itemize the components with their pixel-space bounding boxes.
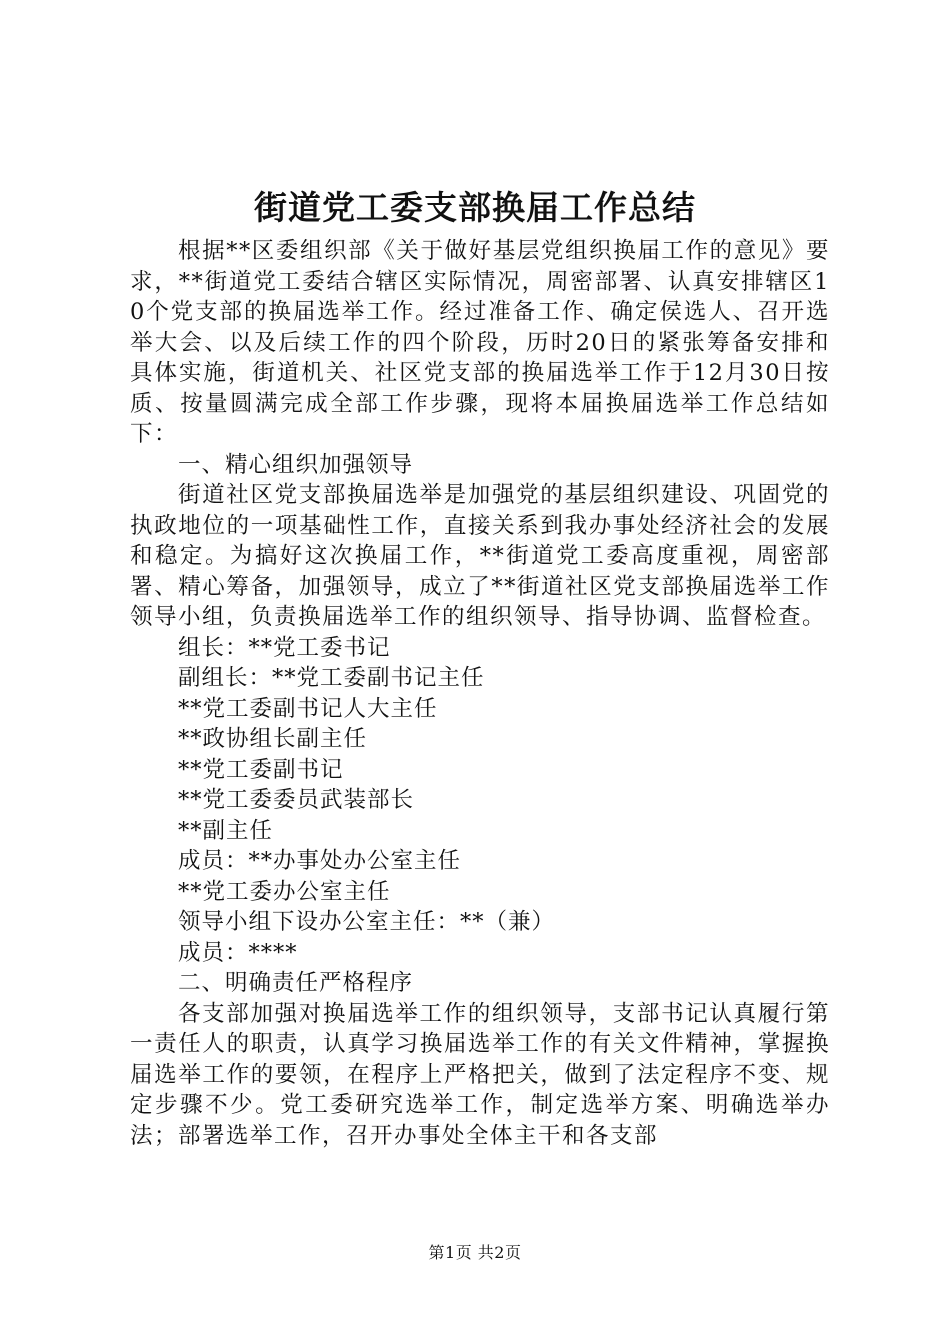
deputy-leader-line: 副组长：**党工委副书记主任 (178, 665, 485, 691)
member-line: **副主任 (178, 817, 274, 844)
document-title: 街道党工委支部换届工作总结 (254, 188, 696, 227)
member-line: **党工委副书记人大主任 (178, 695, 438, 722)
page-footer: 第1页 共2页 (428, 1243, 522, 1262)
member-line: **党工委委员武装部长 (178, 787, 415, 813)
members-line: 成员：**办事处办公室主任 (178, 848, 462, 874)
section-2-paragraph: 各支部加强对换届选举工作的组织领导，支部书记认真履行第一责任人的职责，认真学习换届选举工作的有关文件精神，掌握换届选举工作的要领，在程序上严格把关，做到了法定程序不变、规定步骤不少。党工委研究选举工作，制定选举方案、明确选举办法；部署选举工作，召开办事处全体主干和各支部 (130, 1000, 830, 1149)
member-line: **党工委副书记 (178, 756, 344, 783)
section-heading-2: 二、明确责任严格程序 (178, 970, 414, 996)
document-body (130, 236, 830, 1151)
section-1-paragraph: 街道社区党支部换届选举是加强党的基层组织建设、巩固党的执政地位的一项基础性工作，直接关系到我办事处经济社会的发展和稳定。为搞好这次换届工作，**街道党工委高度重视，周密部署、精心筹备，加强领导，成立了**街道社区党支部换届选举工作领导小组，负责换届选举工作的组织领导、指导协调、监督检查。 (130, 482, 830, 630)
office-members-line: 成员：**** (178, 939, 298, 966)
leader-line: 组长：**党工委书记 (178, 634, 391, 661)
office-director-line: 领导小组下设办公室主任：**（兼） (178, 909, 556, 935)
member-line: **党工委办公室主任 (178, 878, 391, 905)
intro-paragraph: 根据**区委组织部《关于做好基层党组织换届工作的意见》要求，**街道党工委结合辖区实际情况，周密部署、认真安排辖区10个党支部的换届选举工作。经过准备工作、确定侯选人、召开选举大会、以及后续工作的四个阶段，历时20日的紧张筹备安排和具体实施，街道机关、社区党支部的换届选举工作于12月30日按质、按量圆满完成全部工作步骤，现将本届换届选举工作总结如下： (130, 238, 830, 447)
member-line: **政协组长副主任 (178, 726, 368, 752)
section-heading-1: 一、精心组织加强领导 (178, 451, 414, 478)
